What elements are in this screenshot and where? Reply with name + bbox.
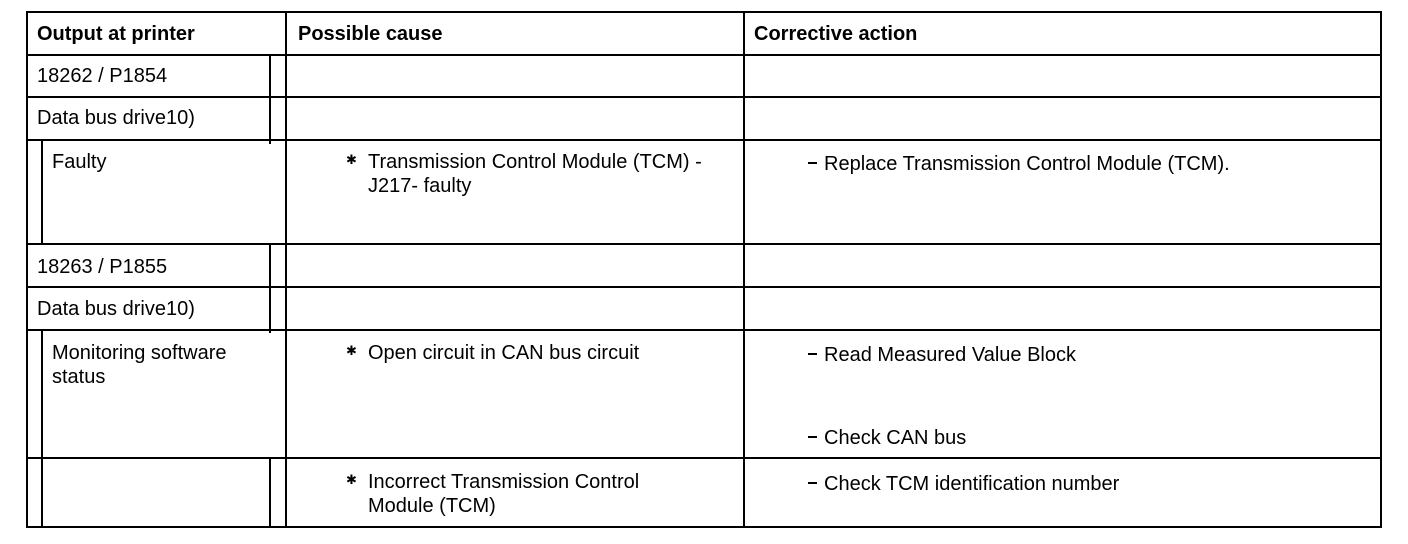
row-divider <box>26 286 1382 288</box>
possible-cause-item: Incorrect Transmission Control Module (TCM) <box>368 471 640 517</box>
indent-rule <box>41 329 43 528</box>
possible-cause-item: Transmission Control Module (TCM) -J217- faulty <box>368 151 702 197</box>
corrective-action-item: Check CAN bus <box>824 427 967 449</box>
bullet-icon: ✱ <box>346 152 357 167</box>
sub-column-divider <box>269 243 271 333</box>
row-divider <box>26 329 1382 331</box>
fault-status: Monitoring software status <box>52 342 227 388</box>
corrective-action-item: Replace Transmission Control Module (TCM). <box>824 153 1230 175</box>
header-output-at-printer: Output at printer <box>37 23 195 45</box>
header-divider <box>26 54 1382 56</box>
fault-status: Faulty <box>52 151 107 173</box>
dash-icon <box>808 436 817 438</box>
table-border-left <box>26 11 28 528</box>
corrective-action-item: Read Measured Value Block <box>824 344 1076 366</box>
possible-cause-item: Open circuit in CAN bus circuit <box>368 342 640 364</box>
row-divider <box>26 243 1382 245</box>
bullet-icon: ✱ <box>346 472 357 487</box>
column-divider-cause <box>285 11 287 528</box>
header-corrective-action: Corrective action <box>754 23 918 45</box>
column-divider-action <box>743 11 745 528</box>
header-possible-cause: Possible cause <box>298 23 443 45</box>
bullet-icon: ✱ <box>346 343 357 358</box>
component-name: Data bus drive10) <box>37 298 195 320</box>
table-border-top <box>26 11 1382 13</box>
sub-column-divider <box>269 54 271 144</box>
table-border-bottom <box>26 526 1382 528</box>
component-name: Data bus drive10) <box>37 107 195 129</box>
row-divider <box>26 457 1382 459</box>
dash-icon <box>808 353 817 355</box>
fault-code: 18262 / P1854 <box>37 65 168 87</box>
fault-code: 18263 / P1855 <box>37 256 168 278</box>
diagnostic-table <box>26 11 1382 528</box>
sub-column-divider <box>269 457 271 528</box>
dash-icon <box>808 482 817 484</box>
row-divider <box>26 96 1382 98</box>
indent-rule <box>41 139 43 245</box>
corrective-action-item: Check TCM identification number <box>824 473 1120 495</box>
dash-icon <box>808 162 817 164</box>
table-border-right <box>1380 11 1382 528</box>
row-divider <box>26 139 1382 141</box>
